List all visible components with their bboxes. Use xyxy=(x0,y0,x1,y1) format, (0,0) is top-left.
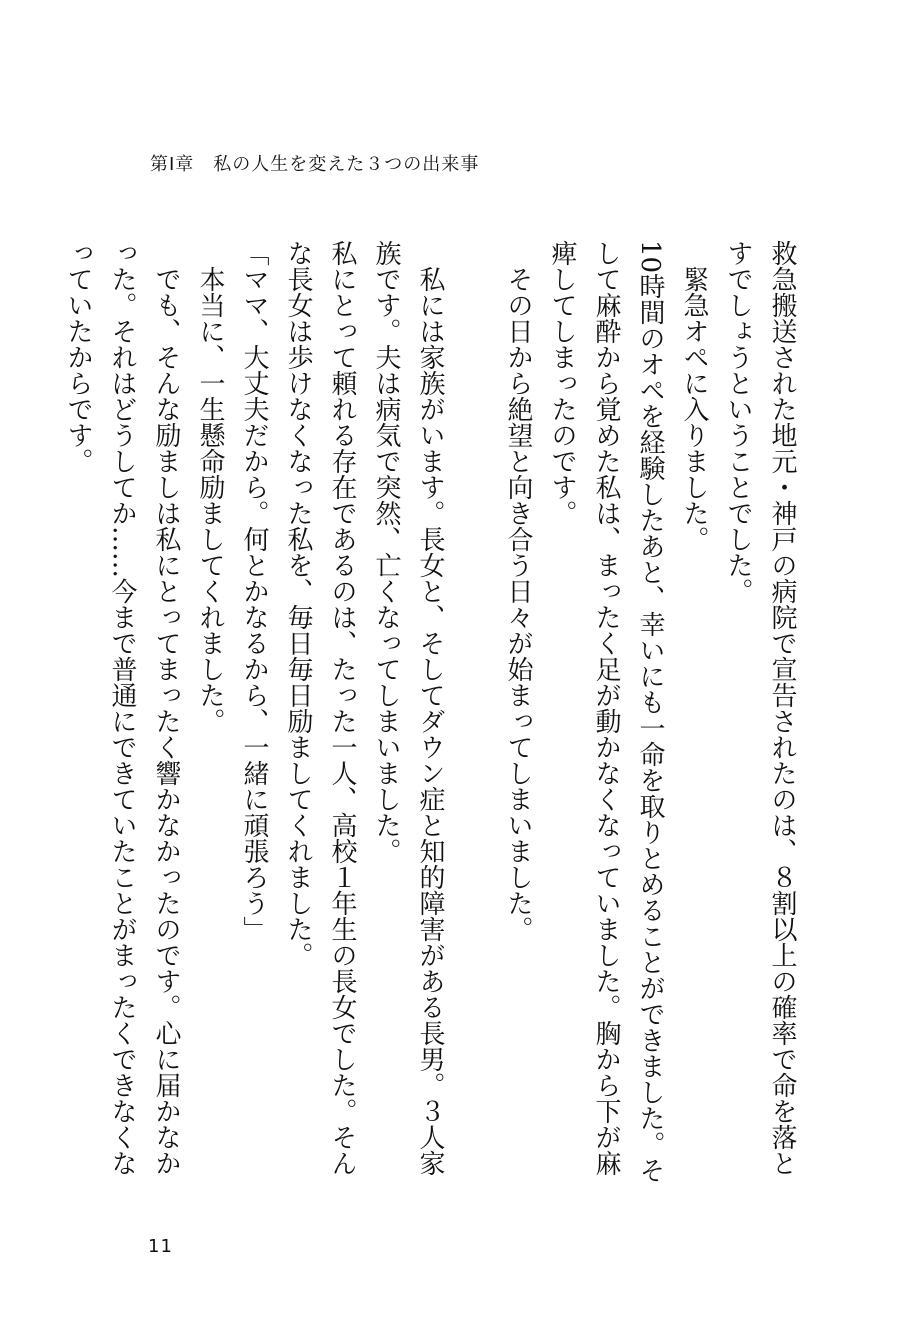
quote-paragraph: 「ママ、大丈夫だから。何とかなるから、一緒に頑張ろう」 xyxy=(239,240,269,942)
body-text xyxy=(56,240,804,1200)
paragraph: 10時間のオペを経験したあと、幸いにも一命を取りとめることができました。そして麻酔から覚めた私は、まったく足が動かなくなっていました。胸から下が麻痺してしまったのです。 xyxy=(547,240,665,1184)
paragraph: 私には家族がいます。長女と、そしてダウン症と知的障害がある長男。３人家族です。夫は病気で突然、亡くなってしまいました。 xyxy=(371,240,445,1176)
running-head: 第Ⅰ章 私の人生を変えた３つの出来事 xyxy=(150,154,480,175)
paragraph: でも、そんな励ましは私にとってまったく響かなかったのです。心に届かなかった。それはどうしてか……今まで普通にできていたことがまったくできなくなっていたからです。 xyxy=(63,240,181,1176)
paragraph: 緊急オペに入りました。 xyxy=(679,266,709,552)
paragraph: 本当に、一生懸命励ましてくれました。 xyxy=(195,266,225,734)
page-number: 11 xyxy=(148,1236,173,1257)
paragraph: その日から絶望と向き合う日々が始まってしまいました。 xyxy=(503,266,533,942)
paragraph: 救急搬送された地元・神戸の病院で宣告されたのは、８割以上の確率で命を落とすでしょうということでした。 xyxy=(723,240,797,1176)
paragraph: 私にとって頼れる存在であるのは、たった一人、高校１年生の長女でした。そんな長女は歩けなくなった私を、毎日毎日励ましてくれました。 xyxy=(283,240,357,1176)
